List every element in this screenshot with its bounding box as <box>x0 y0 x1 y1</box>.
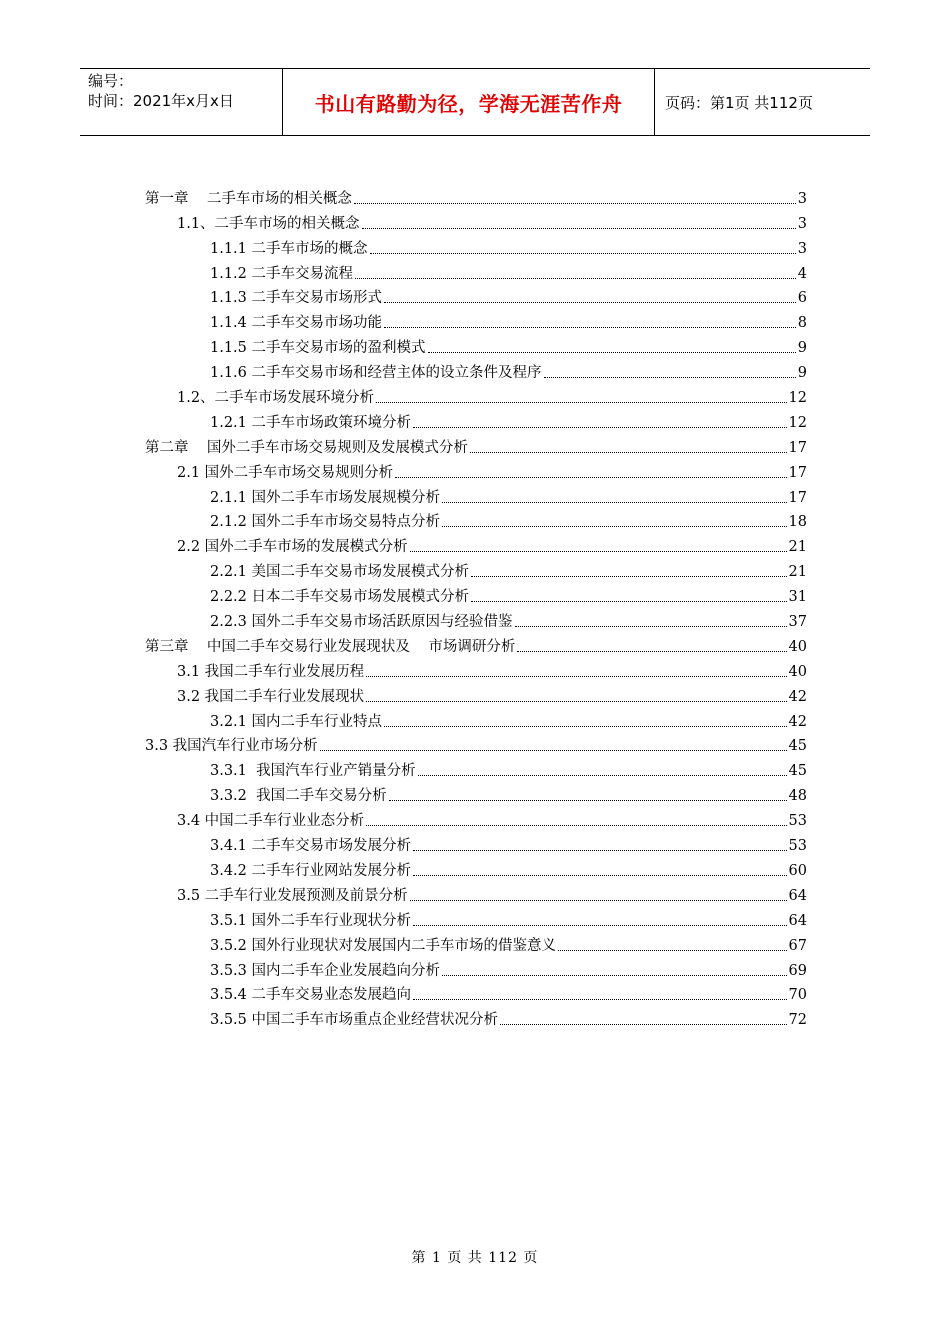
toc-entry-label: 3.1 我国二手车行业发展历程 <box>177 663 365 680</box>
header-page-info: 页码：第1页 共112页 <box>665 93 813 112</box>
page-header <box>80 68 870 136</box>
toc-entry[interactable] <box>0 333 950 358</box>
toc-entry-page: 64 <box>788 887 807 904</box>
toc-entry-label: 3.3 我国汽车行业市场分析 <box>145 738 318 755</box>
toc-leader-dots <box>515 625 787 627</box>
toc-leader-dots <box>413 849 787 851</box>
toc-entry-page: 69 <box>788 962 807 979</box>
toc-leader-dots <box>517 650 786 652</box>
toc-entry[interactable] <box>0 806 950 831</box>
toc-entry-label: 2.2 国外二手车市场的发展模式分析 <box>177 539 408 556</box>
toc-leader-dots <box>558 949 787 951</box>
toc-entry-page: 6 <box>797 290 807 307</box>
toc-entry[interactable] <box>0 308 950 333</box>
toc-entry[interactable] <box>0 582 950 607</box>
toc-leader-dots <box>354 202 796 204</box>
toc-entry-page: 17 <box>788 464 807 481</box>
toc-leader-dots <box>366 700 786 702</box>
toc-leader-dots <box>418 774 787 776</box>
toc-entry-label: 1.1.3 二手车交易市场形式 <box>210 290 383 307</box>
toc-entry[interactable] <box>0 1005 950 1030</box>
toc-leader-dots <box>395 476 786 478</box>
toc-leader-dots <box>410 550 787 552</box>
toc-entry-label: 2.1 国外二手车市场交易规则分析 <box>177 464 394 481</box>
toc-entry-page: 3 <box>797 190 807 207</box>
toc-entry-page: 12 <box>788 390 807 407</box>
toc-entry[interactable] <box>0 557 950 582</box>
toc-entry[interactable] <box>0 906 950 931</box>
toc-entry-page: 3 <box>797 240 807 257</box>
toc-entry[interactable] <box>0 831 950 856</box>
toc-leader-dots <box>413 924 787 926</box>
toc-entry-label: 1.1、二手车市场的相关概念 <box>177 215 360 232</box>
toc-entry[interactable] <box>0 632 950 657</box>
toc-entry-label: 2.2.2 日本二手车交易市场发展模式分析 <box>210 589 470 606</box>
toc-entry-page: 67 <box>788 937 807 954</box>
toc-entry-page: 3 <box>797 215 807 232</box>
time-label: 时间：2021年x月x日 <box>88 92 234 110</box>
toc-entry[interactable] <box>0 383 950 408</box>
toc-entry-page: 45 <box>788 738 807 755</box>
toc-entry-label: 3.4.2 二手车行业网站发展分析 <box>210 862 412 879</box>
table-of-contents <box>0 184 950 1030</box>
toc-entry-label: 1.1.1 二手车市场的概念 <box>210 240 368 257</box>
toc-entry-page: 42 <box>788 688 807 705</box>
header-motto: 书山有路勤为径，学海无涯苦作舟 <box>282 69 655 135</box>
toc-entry[interactable] <box>0 931 950 956</box>
toc-entry[interactable] <box>0 781 950 806</box>
toc-entry-page: 18 <box>788 514 807 531</box>
toc-entry[interactable] <box>0 209 950 234</box>
toc-leader-dots <box>362 227 796 229</box>
toc-entry-page: 37 <box>788 614 807 631</box>
toc-leader-dots <box>470 451 787 453</box>
toc-entry-label: 第一章 二手车市场的相关概念 <box>145 190 352 207</box>
toc-leader-dots <box>389 799 787 801</box>
toc-entry-label: 2.2.1 美国二手车交易市场发展模式分析 <box>210 564 470 581</box>
toc-leader-dots <box>320 749 787 751</box>
toc-entry[interactable] <box>0 284 950 309</box>
toc-leader-dots <box>366 675 786 677</box>
toc-leader-dots <box>376 401 786 403</box>
toc-entry-label: 3.4 中国二手车行业业态分析 <box>177 813 365 830</box>
toc-entry[interactable] <box>0 458 950 483</box>
toc-entry-page: 17 <box>788 439 807 456</box>
toc-leader-dots <box>442 525 787 527</box>
toc-entry-label: 1.1.6 二手车交易市场和经营主体的设立条件及程序 <box>210 365 542 382</box>
toc-entry[interactable] <box>0 956 950 981</box>
toc-leader-dots <box>442 974 787 976</box>
toc-entry-page: 21 <box>788 564 807 581</box>
toc-leader-dots <box>428 351 796 353</box>
toc-entry[interactable] <box>0 607 950 632</box>
toc-leader-dots <box>370 252 796 254</box>
toc-entry[interactable] <box>0 358 950 383</box>
toc-entry-page: 60 <box>788 862 807 879</box>
toc-entry-label: 1.1.5 二手车交易市场的盈利模式 <box>210 340 426 357</box>
toc-entry-label: 3.3.1 我国汽车行业产销量分析 <box>210 763 416 780</box>
toc-entry-label: 3.3.2 我国二手车交易分析 <box>210 788 387 805</box>
page-footer: 第 1 页 共 112 页 <box>411 1250 539 1266</box>
toc-entry[interactable] <box>0 532 950 557</box>
toc-entry[interactable] <box>0 856 950 881</box>
toc-leader-dots <box>544 376 796 378</box>
toc-entry[interactable] <box>0 234 950 259</box>
toc-leader-dots <box>471 575 787 577</box>
toc-leader-dots <box>384 301 796 303</box>
toc-entry-page: 21 <box>788 539 807 556</box>
toc-entry[interactable] <box>0 881 950 906</box>
toc-entry-page: 40 <box>788 663 807 680</box>
toc-entry-label: 3.5.4 二手车交易业态发展趋向 <box>210 987 412 1004</box>
toc-leader-dots <box>471 600 787 602</box>
toc-leader-dots <box>384 725 787 727</box>
toc-entry-page: 8 <box>797 315 807 332</box>
toc-entry-page: 53 <box>788 838 807 855</box>
toc-entry[interactable] <box>0 756 950 781</box>
toc-entry-label: 第二章 国外二手车市场交易规则及发展模式分析 <box>145 439 468 456</box>
toc-entry-page: 53 <box>788 813 807 830</box>
toc-leader-dots <box>413 998 787 1000</box>
toc-entry-label: 3.5.1 国外二手车行业现状分析 <box>210 912 412 929</box>
toc-entry-label: 3.5.5 中国二手车市场重点企业经营状况分析 <box>210 1012 499 1029</box>
toc-entry-label: 3.5.3 国内二手车企业发展趋向分析 <box>210 962 441 979</box>
toc-entry-label: 3.4.1 二手车交易市场发展分析 <box>210 838 412 855</box>
toc-leader-dots <box>366 824 786 826</box>
toc-entry-label: 1.2.1 二手车市场政策环境分析 <box>210 414 412 431</box>
toc-entry-label: 2.2.3 国外二手车交易市场活跃原因与经验借鉴 <box>210 614 513 631</box>
toc-entry-label: 3.5.2 国外行业现状对发展国内二手车市场的借鉴意义 <box>210 937 557 954</box>
toc-leader-dots <box>384 326 796 328</box>
header-meta <box>80 69 282 135</box>
toc-entry-page: 72 <box>788 1012 807 1029</box>
toc-entry-page: 9 <box>797 340 807 357</box>
toc-entry-label: 1.1.2 二手车交易流程 <box>210 265 354 282</box>
toc-entry[interactable] <box>0 433 950 458</box>
toc-leader-dots <box>442 501 787 503</box>
toc-entry-page: 40 <box>788 638 807 655</box>
toc-entry[interactable] <box>0 707 950 732</box>
toc-leader-dots <box>413 426 787 428</box>
toc-entry[interactable] <box>0 981 950 1006</box>
toc-entry-label: 2.1.2 国外二手车市场交易特点分析 <box>210 514 441 531</box>
toc-leader-dots <box>355 277 796 279</box>
toc-leader-dots <box>410 899 787 901</box>
toc-entry-page: 70 <box>788 987 807 1004</box>
toc-entry[interactable] <box>0 259 950 284</box>
toc-entry-label: 3.2.1 国内二手车行业特点 <box>210 713 383 730</box>
toc-leader-dots <box>500 1023 787 1025</box>
toc-entry-page: 31 <box>788 589 807 606</box>
toc-entry[interactable] <box>0 682 950 707</box>
toc-entry-page: 9 <box>797 365 807 382</box>
number-label: 编号： <box>88 72 134 90</box>
toc-entry-page: 64 <box>788 912 807 929</box>
toc-leader-dots <box>413 874 787 876</box>
toc-entry[interactable] <box>0 508 950 533</box>
toc-entry-page: 17 <box>788 489 807 506</box>
toc-entry-label: 2.1.1 国外二手车市场发展规模分析 <box>210 489 441 506</box>
toc-entry-page: 4 <box>797 265 807 282</box>
toc-entry-label: 3.5 二手车行业发展预测及前景分析 <box>177 887 408 904</box>
toc-entry-page: 48 <box>788 788 807 805</box>
toc-entry[interactable] <box>0 408 950 433</box>
toc-entry-page: 42 <box>788 713 807 730</box>
toc-entry-page: 12 <box>788 414 807 431</box>
toc-entry[interactable] <box>0 732 950 757</box>
toc-entry[interactable] <box>0 184 950 209</box>
toc-entry-label: 3.2 我国二手车行业发展现状 <box>177 688 365 705</box>
toc-entry-page: 45 <box>788 763 807 780</box>
toc-entry-label: 1.2、二手车市场发展环境分析 <box>177 390 375 407</box>
toc-entry-label: 第三章 中国二手车交易行业发展现状及 市场调研分析 <box>145 638 516 655</box>
toc-entry[interactable] <box>0 657 950 682</box>
toc-entry-label: 1.1.4 二手车交易市场功能 <box>210 315 383 332</box>
toc-entry[interactable] <box>0 483 950 508</box>
